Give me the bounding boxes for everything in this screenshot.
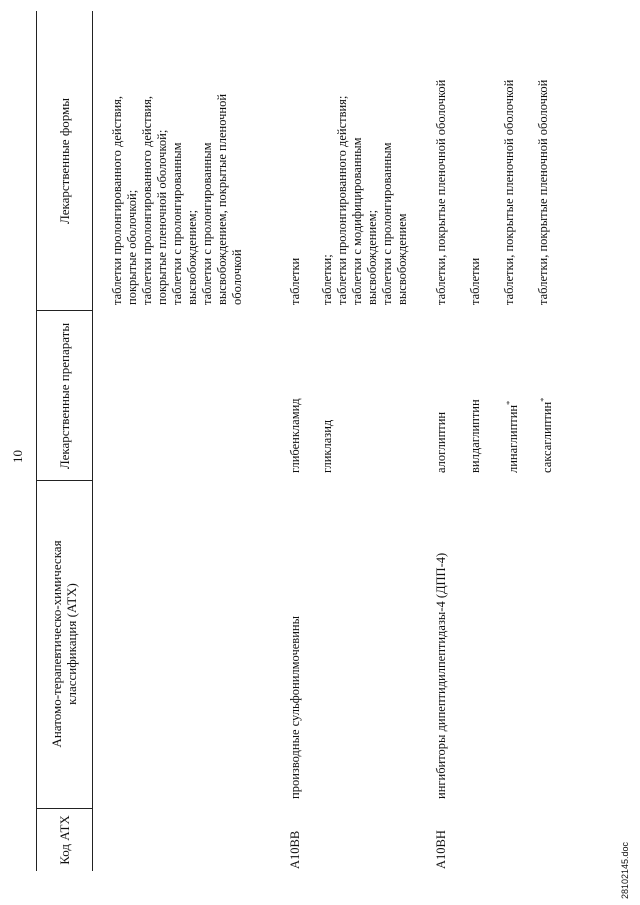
form-line: таблетки, покрытые пленочной оболочкой <box>536 79 550 305</box>
form-line: оболочкой <box>230 249 244 305</box>
form-line: таблетки; <box>320 254 334 305</box>
form-line: таблетки пролонгированного действия, <box>110 95 124 305</box>
atc-code: A10BB <box>288 830 302 869</box>
header-forms: Лекарственные формы <box>56 97 72 225</box>
form-line: таблетки <box>288 257 302 305</box>
atc-code: A10BH <box>434 830 448 869</box>
form-line: таблетки с пролонгированным <box>380 142 394 305</box>
footnote-mark: * <box>505 400 514 405</box>
form-line: таблетки с модифицированным <box>350 137 364 305</box>
drug-name: глибенкламид <box>288 398 302 473</box>
header-code: Код АТХ <box>56 815 72 865</box>
atc-classification: производные сульфонилмочевины <box>288 616 302 799</box>
dosage-forms <box>502 80 517 305</box>
form-line: высвобождением, покрытые пленочной <box>215 93 229 305</box>
document-filename: 28102145.doc <box>620 841 630 899</box>
dosage-forms <box>468 258 483 305</box>
form-line: покрытые пленочной оболочкой; <box>155 129 169 305</box>
drug-name: гликлазид <box>320 419 334 473</box>
dosage-forms <box>434 80 449 305</box>
page-number: 10 <box>10 450 25 463</box>
form-line: таблетки, покрытые пленочной оболочкой <box>502 79 516 305</box>
form-line: высвобождением <box>395 213 409 305</box>
form-line: таблетки с пролонгированным <box>200 142 214 305</box>
header-drugs: Лекарственные препараты <box>56 322 72 470</box>
drug-name-text: саксаглиптин <box>540 401 555 473</box>
footnote-mark: * <box>539 397 548 402</box>
header-bottom-border <box>92 11 93 871</box>
dosage-forms <box>320 96 410 305</box>
continued-forms <box>110 94 245 305</box>
form-line: таблетки пролонгированного действия; <box>335 95 349 305</box>
drug-name-text: линаглиптин <box>506 404 521 473</box>
form-line: таблетки, покрытые пленочной оболочкой <box>434 79 448 305</box>
drug-name: вилдаглиптин <box>468 399 482 473</box>
dosage-forms <box>288 258 303 305</box>
drug-name <box>502 401 521 473</box>
form-line: таблетки с пролонгированным <box>170 142 184 305</box>
form-line: покрытые оболочкой; <box>125 189 139 305</box>
form-line: высвобождением; <box>185 209 199 305</box>
form-line: высвобождением; <box>365 209 379 305</box>
form-line: таблетки <box>468 257 482 305</box>
atc-classification: ингибиторы дипептидилпептидазы-4 (ДПП-4) <box>434 552 448 799</box>
header-classification: Анатомо-терапевтическо-химическая классификация (АТХ) <box>49 540 79 748</box>
drug-name: алоглиптин <box>434 411 448 473</box>
form-line: таблетки пролонгированного действия, <box>140 95 154 305</box>
drug-name <box>536 398 555 473</box>
dosage-forms <box>536 80 551 305</box>
